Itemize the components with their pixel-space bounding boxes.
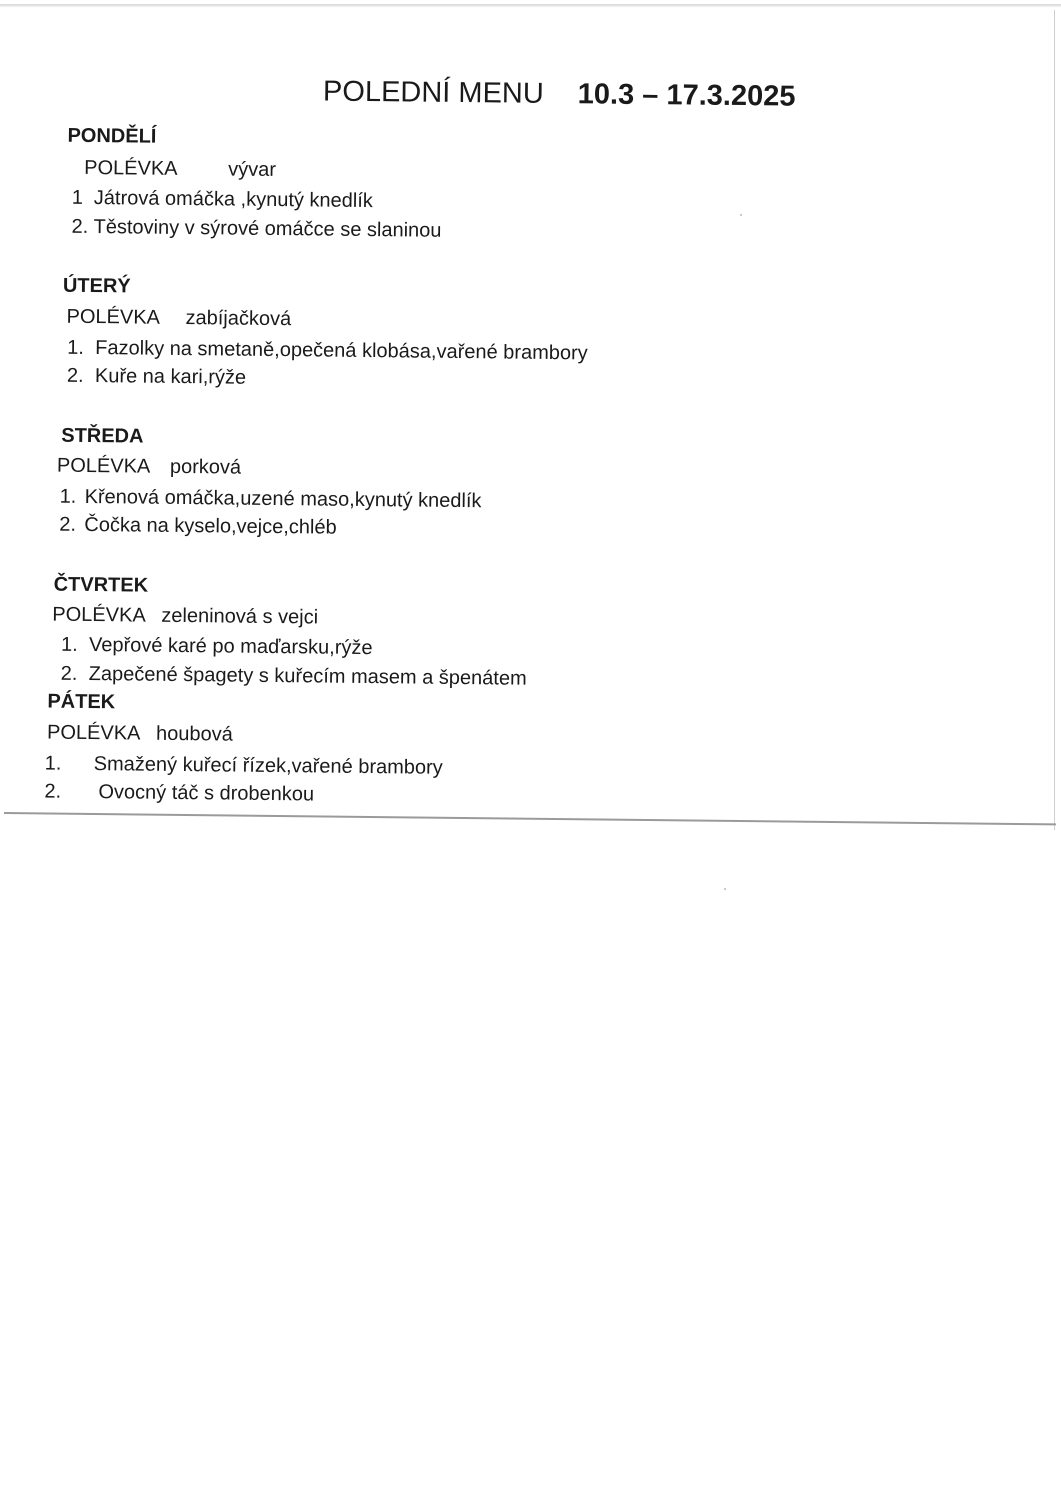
dish-line [45,753,443,780]
dish-number: 1. [60,633,78,656]
scan-speck [724,888,726,890]
soup-label: POLÉVKA [84,156,178,180]
dish-text: Fazolky na smetaně,opečená klobása,vařené brambory [95,337,588,365]
soup-line-monday [84,157,276,182]
dish-number: 2. [71,215,89,238]
day-heading-friday: PÁTEK [47,690,116,714]
soup-name: zabíjačková [185,307,292,331]
soup-name: houbová [155,722,233,746]
soup-label: POLÉVKA [66,305,161,329]
soup-line-tuesday [66,306,291,331]
day-heading-tuesday: ÚTERÝ [62,274,131,298]
soup-line-thursday [52,604,318,630]
dish-number: 1. [67,336,85,359]
dish-line [72,187,373,213]
soup-name: porková [169,455,242,479]
dish-text: Zapečené špagety s kuřecím masem a špenátem [88,663,527,690]
soup-label: POLÉVKA [52,603,146,627]
dish-text: Smažený kuřecí řízek,vařené brambory [93,753,443,779]
page-title [323,76,796,114]
dish-line [59,514,337,540]
dish-text: Játrová omáčka ,kynutý knedlík [93,187,373,213]
soup-line-wednesday [57,455,241,480]
dish-line [67,365,246,390]
dish-number: 1. [44,752,62,775]
soup-line-friday [47,722,233,747]
day-heading-wednesday: STŘEDA [61,424,144,448]
dish-line [71,216,441,243]
dish-line [44,781,314,807]
dish-text: Vepřové karé po maďarsku,rýže [88,634,373,660]
dish-text: Těstoviny v sýrové omáčce se slaninou [93,216,442,242]
day-heading-monday: PONDĚLÍ [67,124,157,148]
dish-number: 1 [71,186,84,209]
dish-text: Kuře na kari,rýže [94,365,247,389]
dish-text: Čočka na kyselo,vejce,chléb [84,513,337,539]
dish-line [59,486,481,514]
dish-text: Křenová omáčka,uzené maso,kynutý knedlík [84,485,482,513]
dish-line [61,634,373,660]
dish-number: 2. [44,780,62,803]
title-text: POLEDNÍ MENU [322,75,544,110]
day-heading-thursday: ČTVRTEK [53,573,149,597]
dish-line [61,663,527,691]
dish-text: Ovocný táč s drobenkou [98,781,315,806]
dish-number: 2. [60,662,78,685]
date-range: 10.3 – 17.3.2025 [577,78,796,113]
soup-name: zeleninová s vejci [161,604,319,629]
soup-label: POLÉVKA [56,454,151,478]
dish-number: 2. [59,513,77,536]
dish-number: 1. [59,485,77,508]
soup-label: POLÉVKA [46,721,141,745]
soup-name: vývar [228,158,277,181]
dish-line [67,337,588,366]
dish-number: 2. [66,364,84,387]
